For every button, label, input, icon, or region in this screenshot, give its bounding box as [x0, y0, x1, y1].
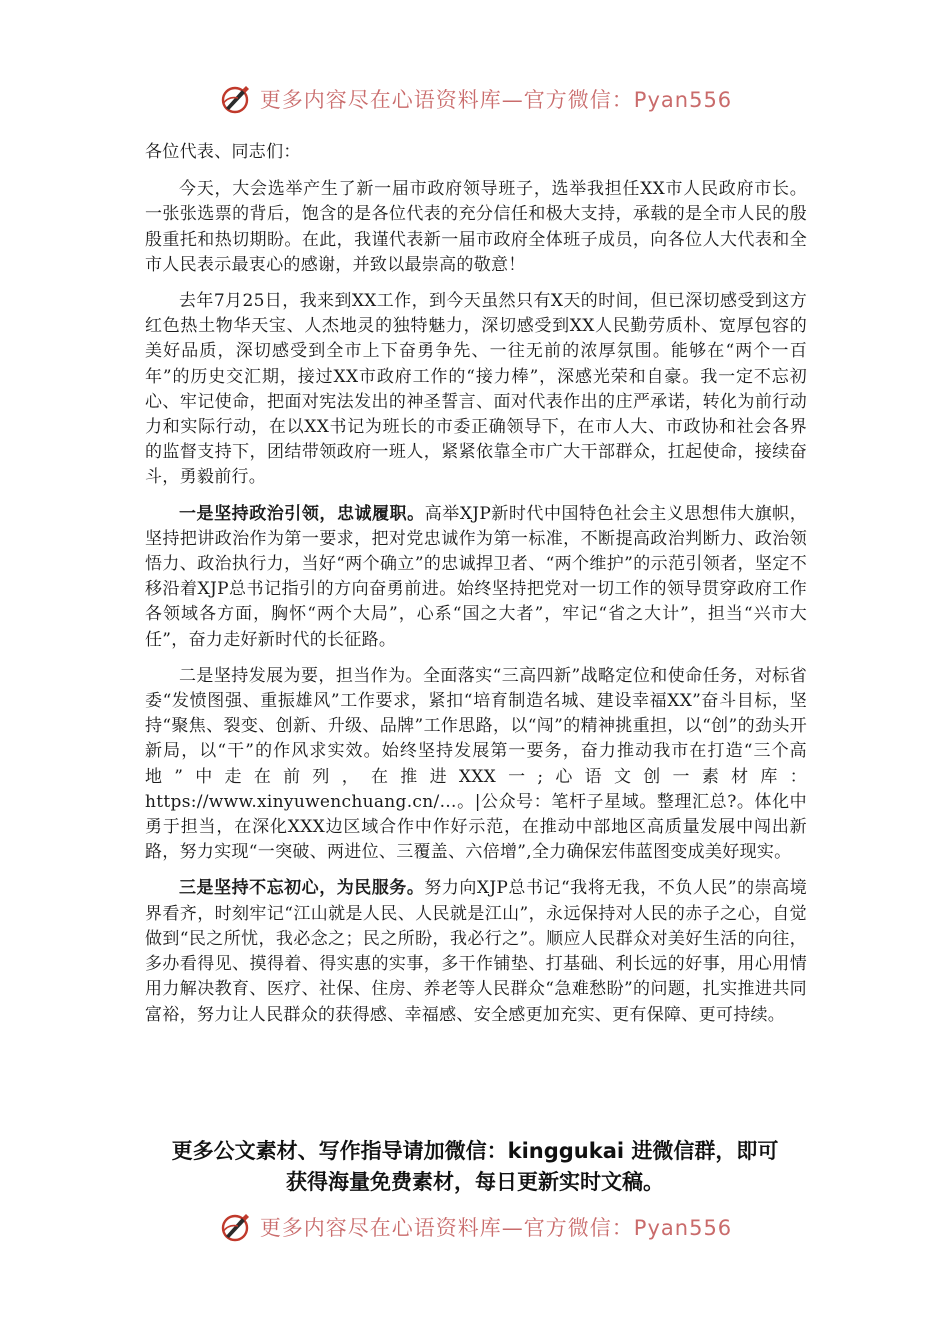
paragraph-lead: 一是坚持政治引领，忠诚履职。	[179, 503, 425, 524]
salutation: 各位代表、同志们：	[145, 142, 301, 162]
bottom-banner	[0, 1210, 950, 1244]
banner-text: 更多内容尽在心语资料库—官方微信：Pyan556	[259, 88, 733, 112]
footer-note-line-1: 更多公文素材、写作指导请加微信：kinggukai 进微信群，即可	[171, 1139, 779, 1163]
paragraph-2	[145, 289, 807, 491]
paragraph-text: 努力向XJP总书记“我将无我，不负人民”的崇高境界看齐，时刻牢记“江山就是人民、人民就是江山”，永远保持对人民的赤子之心，自觉做到“民之所忧，我必念之；民之所盼，我必行之”。顺应人民群众对美好生活的向往，多办看得见、摸得着、得实惠的实事，多干作铺垫、打基础、利长远的好事，用心用情用力解决教育、医疗、社保、住房、养老等人民群众“急难愁盼”的问题，扎实推进共同富裕，努力让人民群众的获得感、幸福感、安全感更加充实、更有保障、更可持续。	[145, 878, 807, 1025]
paragraph-text: 去年7月25日，我来到XX工作，到今天虽然只有X天的时间，但已深切感受到这方红色热土物华天宝、人杰地灵的独特魅力，深切感受到XX人民勤劳质朴、宽厚包容的美好品质，深切感受到全市上下奋勇争先、一往无前的浓厚氛围。能够在“两个一百年”的历史交汇期，接过XX市政府工作的“接力棒”，深感光荣和自豪。我一定不忘初心、牢记使命，把面对宪法发出的神圣誓言、面对代表作出的庄严承诺，转化为前行动力和实际行动，在以XX书记为班长的市委正确领导下，在市人大、市政协和社会各界的监督支持下，团结带领政府一班人，紧紧依靠全市广大干部群众，扛起使命，接续奋斗，勇毅前行。	[145, 291, 807, 488]
pen-swirl-logo-icon	[218, 1210, 252, 1244]
paragraph-text: 二是坚持发展为要，担当作为。全面落实“三高四新”战略定位和使命任务，对标省委“发愤图强、重振雄风”工作要求，紧扣“培育制造名城、建设幸福XX”奋斗目标，坚持“聚焦、裂变、创新、升级、品牌”工作思路，以“闯”的精神挑重担，以“创”的劲头开新局，以“干”的作风求实效。始终坚持发展第一要务，奋力推动我市在打造“三个高地”中走在前列，在推进XXX一;心语文创一素材库：https://www.xinyuwenchuang.cn/…。|公众号：笔杆子星域。整理汇总?。体化中勇于担当，在深化XXX边区域合作中作好示范，在推动中部地区高质量发展中闯出新路，努力实现“一突破、两进位、三覆盖、六倍增”,全力确保宏伟蓝图变成美好现实。	[145, 665, 807, 863]
paragraph-5	[145, 876, 807, 1027]
paragraph-1	[145, 177, 807, 278]
top-banner	[0, 82, 950, 116]
paragraph-text: 高举XJP新时代中国特色社会主义思想伟大旗帜，坚持把讲政治作为第一要求，把对党忠诚作为第一标准，不断提高政治判断力、政治领悟力、政治执行力，当好“两个确立”的忠诚捍卫者、“两个维护”的示范引领者，坚定不移沿着XJP总书记指引的方向奋勇前进。始终坚持把党对一切工作的领导贯穿政府工作各领域各方面，胸怀“两个大局”，心系“国之大者”，牢记“省之大计”，担当“兴市大任”，奋力走好新时代的长征路。	[145, 503, 807, 650]
footer-note-line-2: 获得海量免费素材，每日更新实时文稿。	[286, 1170, 664, 1194]
paragraph-4	[145, 664, 807, 866]
pen-swirl-logo-icon	[218, 82, 252, 116]
paragraph-lead: 三是坚持不忘初心，为民服务。	[179, 878, 425, 899]
paragraph-3	[145, 502, 807, 653]
footer-note	[120, 1136, 830, 1198]
banner-text: 更多内容尽在心语资料库—官方微信：Pyan556	[259, 1216, 733, 1240]
paragraph-text: 今天，大会选举产生了新一届市政府领导班子，选举我担任XX市人民政府市长。一张张选票的背后，饱含的是各位代表的充分信任和极大支持，承载的是全市人民的殷殷重托和热切期盼。在此，我谨代表新一届市政府全体班子成员，向各位人大代表和全市人民表示最衷心的感谢，并致以最崇高的敬意！	[145, 179, 807, 275]
document-body	[145, 140, 807, 1039]
